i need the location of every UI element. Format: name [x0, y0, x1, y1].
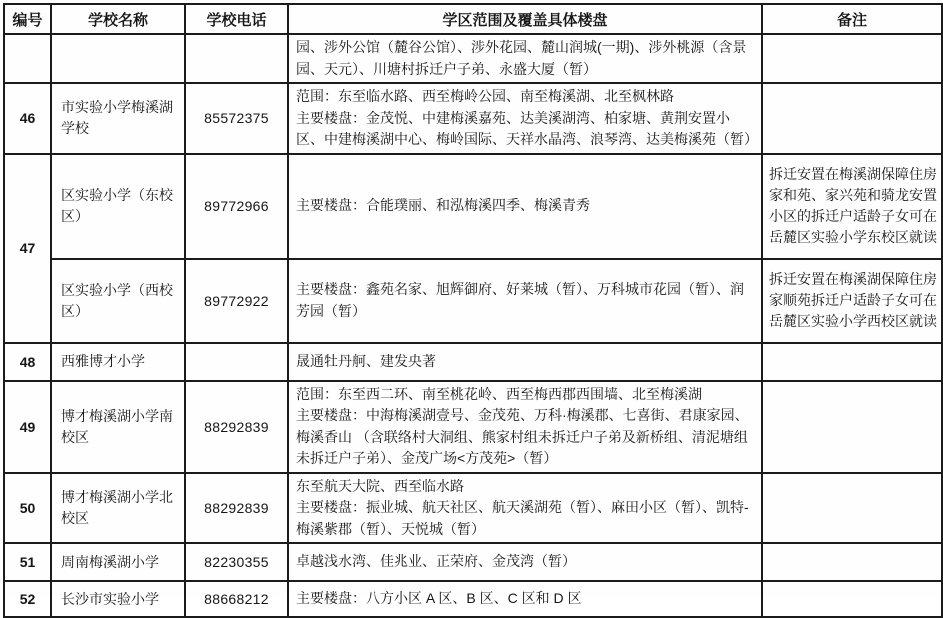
school-cell: 博才梅溪湖小学北校区 — [51, 473, 185, 544]
district-cell: 范围：东至西二环、南至桃花岭、西至梅西郡西围墙、北至梅溪湖 主要楼盘：中海梅溪湖壹号、金茂苑、万科·梅溪郡、七喜街、君康家园、梅溪香山 （含联络村大洞组、熊家村组未拆迁户子弟及新桥组、清泥塘组未拆迁户子弟）、金茂广场<方茂苑>（暂） — [288, 381, 762, 473]
table-row-continuation — [4, 34, 942, 83]
phone-cell: 88668212 — [185, 581, 288, 617]
remark-cell — [762, 473, 942, 544]
phone-cell: 89772922 — [185, 259, 288, 343]
school-cell: 博才梅溪湖小学南校区 — [51, 381, 185, 473]
remark-cell — [762, 381, 942, 473]
district-cell: 主要楼盘：八方小区 A 区、B 区、C 区和 D 区 — [288, 581, 762, 617]
remark-cell: 拆迁安置在梅溪湖保障住房家顺苑拆迁户适龄子女可在岳麓区实验小学西校区就读 — [762, 259, 942, 343]
school-cell: 周南梅溪湖小学 — [51, 543, 185, 581]
id-cell: 46 — [4, 83, 51, 154]
district-cell: 范围：东至临水路、西至梅岭公园、南至梅溪湖、北至枫林路 主要楼盘：金茂悦、中建梅溪嘉苑、达美溪湖湾、柏家塘、黄荆安置小区、中建梅溪湖中心、梅岭国际、天祥水晶湾、浪琴湾、达美梅溪苑（暂） — [288, 83, 762, 154]
id-cell: 49 — [4, 381, 51, 473]
remark-cell — [762, 543, 942, 581]
header-school-name: 学校名称 — [51, 4, 185, 34]
school-cell: 区实验小学（东校区） — [51, 154, 185, 259]
table-row-52 — [4, 581, 942, 617]
id-cell: 51 — [4, 543, 51, 581]
remark-cell: 拆迁安置在梅溪湖保障住房家和苑、家兴苑和骑龙安置小区的拆迁户适龄子女可在岳麓区实验小学东校区就读 — [762, 154, 942, 259]
phone-cell: 88292839 — [185, 381, 288, 473]
table-row-46 — [4, 83, 942, 154]
phone-cell: 82230355 — [185, 543, 288, 581]
table-row-48 — [4, 343, 942, 381]
school-cell — [51, 34, 185, 83]
school-cell: 长沙市实验小学 — [51, 581, 185, 617]
district-cell: 卓越浅水湾、佳兆业、正荣府、金茂湾（暂） — [288, 543, 762, 581]
table-row-50 — [4, 473, 942, 544]
district-cell: 东至航天大院、西至临水路 主要楼盘：振业城、航天社区、航天溪湖苑（暂）、麻田小区（暂）、凯特-梅溪紫郡（暂）、天悦城（暂） — [288, 473, 762, 544]
phone-cell — [185, 34, 288, 83]
district-cell: 主要楼盘：合能璞丽、和泓梅溪四季、梅溪青秀 — [288, 154, 762, 259]
header-id: 编号 — [4, 4, 51, 34]
school-cell: 西雅博才小学 — [51, 343, 185, 381]
district-cell: 晟通牡丹舸、建发央著 — [288, 343, 762, 381]
remark-cell — [762, 343, 942, 381]
header-row — [4, 4, 942, 34]
remark-cell — [762, 34, 942, 83]
id-cell: 52 — [4, 581, 51, 617]
header-district-range: 学区范围及覆盖具体楼盘 — [288, 4, 762, 34]
id-cell: 50 — [4, 473, 51, 544]
phone-cell — [185, 343, 288, 381]
phone-cell: 89772966 — [185, 154, 288, 259]
id-cell — [4, 34, 51, 83]
id-cell: 48 — [4, 343, 51, 381]
phone-cell: 85572375 — [185, 83, 288, 154]
district-cell: 主要楼盘：鑫苑名家、旭辉御府、好莱城（暂）、万科城市花园（暂）、润芳园（暂） — [288, 259, 762, 343]
district-cell: 园、涉外公馆（麓谷公馆）、涉外花园、麓山润城(一期)、涉外桃源（含景园、天元）、川塘村拆迁户子弟、永盛大厦（暂） — [288, 34, 762, 83]
id-cell: 47 — [4, 154, 51, 343]
header-school-phone: 学校电话 — [185, 4, 288, 34]
school-district-table — [3, 3, 943, 618]
school-cell: 市实验小学梅溪湖学校 — [51, 83, 185, 154]
phone-cell: 88292839 — [185, 473, 288, 544]
header-remark: 备注 — [762, 4, 942, 34]
remark-cell — [762, 581, 942, 617]
table-row-51 — [4, 543, 942, 581]
remark-cell — [762, 83, 942, 154]
table-row-49 — [4, 381, 942, 473]
table-row-47-west — [4, 259, 942, 343]
school-cell: 区实验小学（西校区） — [51, 259, 185, 343]
table-row-47-east — [4, 154, 942, 259]
